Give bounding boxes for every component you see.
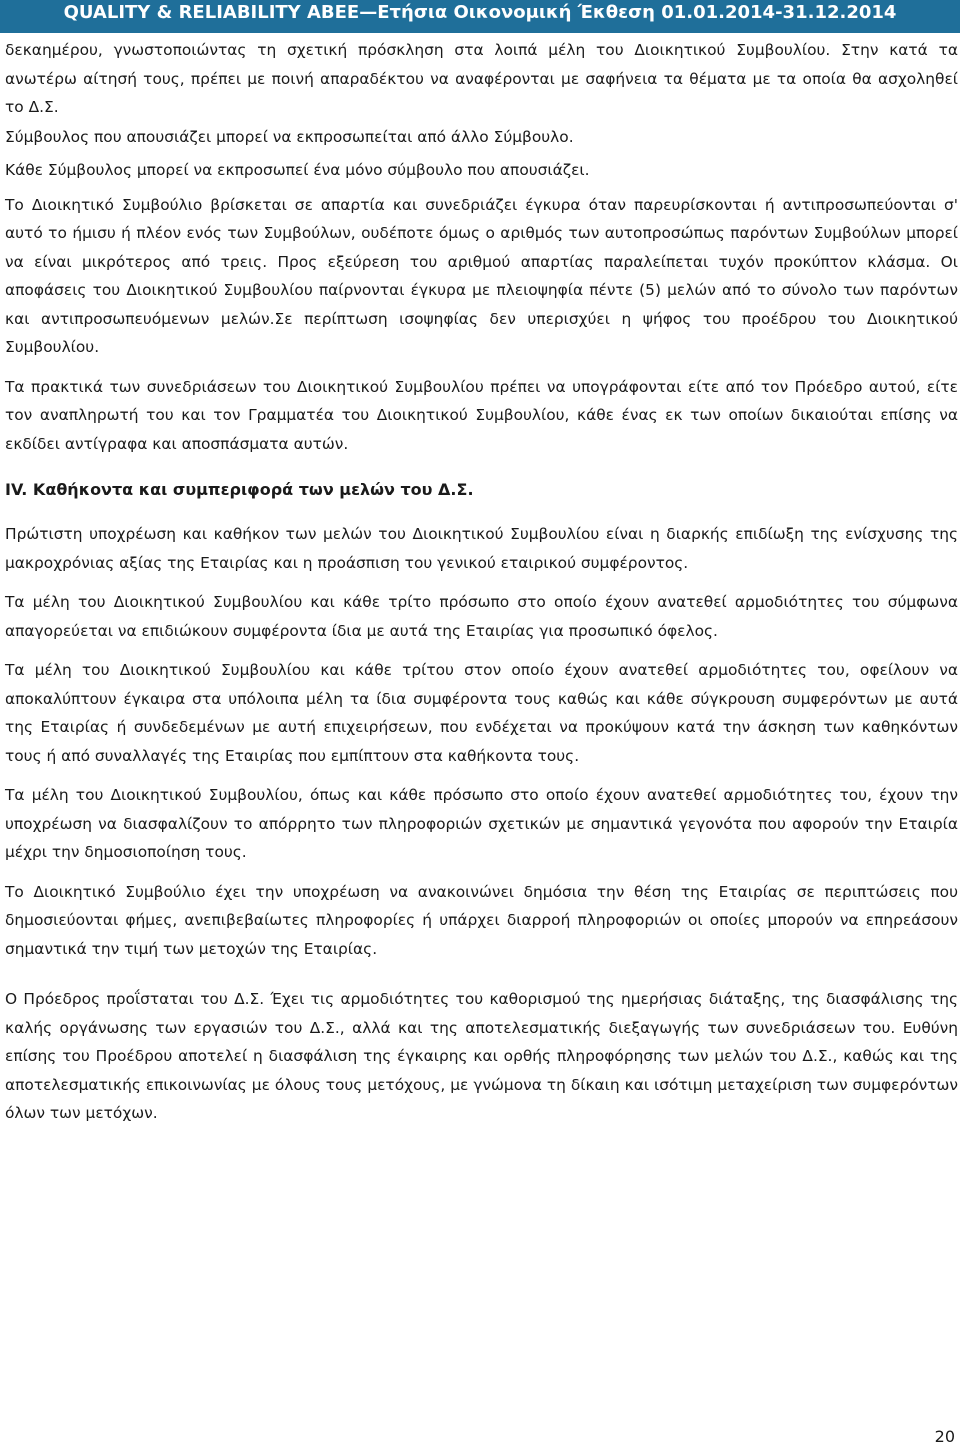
- page-number: 20: [934, 1427, 955, 1446]
- paragraph: δεκαημέρου, γνωστοποιώντας τη σχετική πρόσκληση στα λοιπά μέλη του Διοικητικού Συμβουλίου. Στην κατά τα ανωτέρω αίτησή τους, πρέπει με ποινή απαραδέκτου να αναφέρονται με σαφήνεια τα θέματα με τα οποία θα ασχοληθεί το Δ.Σ.: [5, 41, 958, 116]
- paragraph: Ο Πρόεδρος προΐσταται του Δ.Σ. Έχει τις αρμοδιότητες του καθορισμού της ημερήσιας διάταξης, της διασφάλισης της καλής οργάνωσης των εργασιών του Δ.Σ., αλλά και της αποτελεσματικής διεξαγωγής των συνεδριάσεων του. Ευθύνη επίσης του Προέδρου αποτελεί η διασφάλιση της έγκαιρης και ορθής πληροφόρησης των μελών του Δ.Σ., καθώς και της αποτελεσματικής επικοινωνίας με όλους τους μετόχους, με γνώμονα τη δίκαιη και ισότιμη μεταχείριση των συμφερόντων όλων των μετόχων.: [5, 990, 958, 1122]
- header-divider: [0, 30, 960, 33]
- header-title: QUALITY & RELIABILITY ABEE—Ετήσια Οικονομική Έκθεση 01.01.2014-31.12.2014: [63, 2, 897, 23]
- paragraph: Το Διοικητικό Συμβούλιο βρίσκεται σε απαρτία και συνεδριάζει έγκυρα όταν παρευρίσκονται ή αντιπροσωπεύονται σ' αυτό το ήμισυ ή πλέον ενός των Συμβούλων, ουδέποτε όμως ο αριθμός των αυτοπροσώπως παρόντων Συμβούλων μπορεί να είναι μικρότερος από τρεις. Προς εξεύρεση του αριθμού απαρτίας παραλείπεται τυχόν προκύπτον κλάσμα. Οι αποφάσεις του Διοικητικού Συμβουλίου παίρνονται έγκυρα με πλειοψηφία πέντε (5) μελών από το σύνολο των παρόντων και αντιπροσωπευόμενων μελών.Σε περίπτωση ισοψηφίας δεν υπερισχύει η ψήφος του προέδρου του Διοικητικού Συμβουλίου.: [5, 195, 958, 356]
- section-heading: IV. Καθήκοντα και συμπεριφορά των μελών του Δ.Σ.: [5, 480, 474, 499]
- paragraph: Το Διοικητικό Συμβούλιο έχει την υποχρέωση να ανακοινώνει δημόσια την θέση της Εταιρίας σε περιπτώσεις που δημοσιεύονται φήμες, ανεπιβεβαίωτες πληροφορίες ή υπάρχει διαρροή πληροφοριών οι οποίες μπορούν να επηρεάσουν σημαντικά την τιμή των μετοχών της Εταιρίας.: [5, 882, 958, 958]
- paragraph: Σύμβουλος που απουσιάζει μπορεί να εκπροσωπείται από άλλο Σύμβουλο.: [5, 127, 574, 146]
- paragraph: Κάθε Σύμβουλος μπορεί να εκπροσωπεί ένα μόνο σύμβουλο που απουσιάζει.: [5, 161, 590, 179]
- running-header: [0, 0, 960, 30]
- paragraph: Τα πρακτικά των συνεδριάσεων του Διοικητικού Συμβουλίου πρέπει να υπογράφονται είτε από τον Πρόεδρο αυτού, είτε τον αναπληρωτή του και τον Γραμματέα του Διοικητικού Συμβουλίου, κάθε ένας εκ των οποίων δικαιούται επίσης να εκδίδει αντίγραφα και αποσπάσματα αυτών.: [5, 377, 958, 453]
- paragraph: Τα μέλη του Διοικητικού Συμβουλίου και κάθε τρίτο πρόσωπο στο οποίο έχουν ανατεθεί αρμοδιότητες του σύμφωνα απαγορεύεται να επιδιώκουν συμφέροντα ίδια με αυτά της Εταιρίας για προσωπικό όφελος.: [5, 593, 958, 640]
- paragraph: Τα μέλη του Διοικητικού Συμβουλίου, όπως και κάθε πρόσωπο στο οποίο έχουν ανατεθεί αρμοδιότητες του, έχουν την υποχρέωση να διασφαλίζουν το απόρρητο των πληροφοριών σχετικών με σημαντικά γεγονότα που αφορούν την Εταιρία μέχρι την δημοσιοποίηση τους.: [5, 786, 958, 861]
- document-body: [5, 36, 958, 1139]
- paragraph: Πρώτιστη υποχρέωση και καθήκον των μελών του Διοικητικού Συμβουλίου είναι η διαρκής επιδίωξη της ενίσχυσης της μακροχρόνιας αξίας της Εταιρίας και η προάσπιση του γενικού εταιρικού συμφέροντος.: [5, 525, 958, 572]
- paragraph: Τα μέλη του Διοικητικού Συμβουλίου και κάθε τρίτου στον οποίο έχουν ανατεθεί αρμοδιότητες του, οφείλουν να αποκαλύπτουν έγκαιρα στα υπόλοιπα μέλη τα ίδια συμφέροντα τους καθώς και κάθε σύγκρουση συμφερόντων με αυτά της Εταιρίας ή συνδεδεμένων με αυτή επιχειρήσεων, που ενδέχεται να προκύψουν κατά την άσκηση των καθηκόντων τους ή από συναλλαγές της Εταιρίας που εμπίπτουν στα καθήκοντα τους.: [5, 661, 958, 765]
